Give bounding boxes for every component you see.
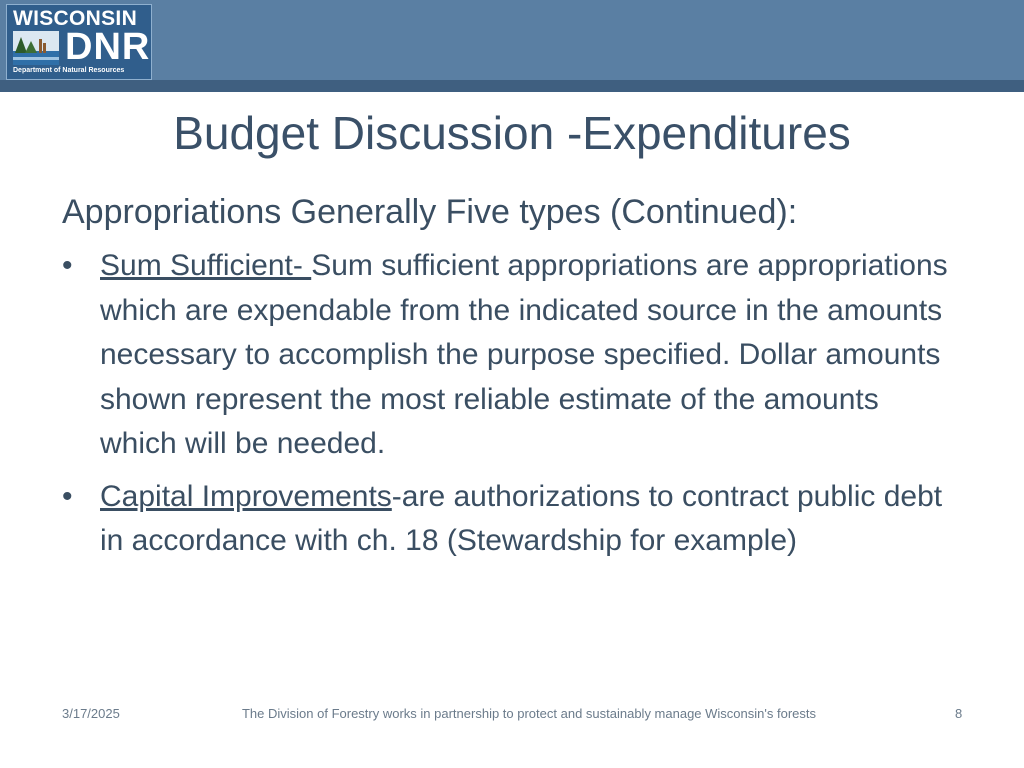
footer-date: 3/17/2025: [62, 706, 120, 721]
footer-text: The Division of Forestry works in partnership to protect and sustainably manage Wisconsin's forests: [241, 706, 816, 721]
header-bar: [0, 0, 1024, 80]
logo-tagline: Department of Natural Resources: [13, 67, 125, 74]
logo-acronym: DNR: [65, 26, 151, 68]
logo-wordmark: WISCONSIN: [13, 7, 138, 30]
slide-subheading: Appropriations Generally Five types (Continued):: [62, 193, 798, 231]
bullet-dot: •: [62, 249, 73, 282]
page-number: 8: [955, 706, 963, 721]
slide-title: Budget Discussion -Expenditures: [173, 107, 851, 159]
wisconsin-dnr-logo: [6, 4, 152, 80]
slide-body: [62, 190, 962, 572]
bullet-item: [62, 244, 962, 467]
bullet-text: Sum sufficient appropriations are appropriations which are expendable from the indicated source in the amounts necessary to accomplish the purpose specified. Dollar amounts shown represent the most reliable estimate of the amounts which will be needed.: [100, 249, 948, 460]
header-stripe: [0, 80, 1024, 92]
bullet-item: [62, 475, 962, 564]
bullet-term: Sum Sufficient-: [100, 249, 312, 282]
bullet-dot: •: [62, 479, 73, 513]
bullet-text: -are authorizations to contract public debt in accordance with ch. 18 (Stewardship for example): [100, 479, 943, 557]
bullet-term: Capital Improvements: [100, 479, 392, 513]
landscape-emblem-icon: [13, 31, 59, 65]
